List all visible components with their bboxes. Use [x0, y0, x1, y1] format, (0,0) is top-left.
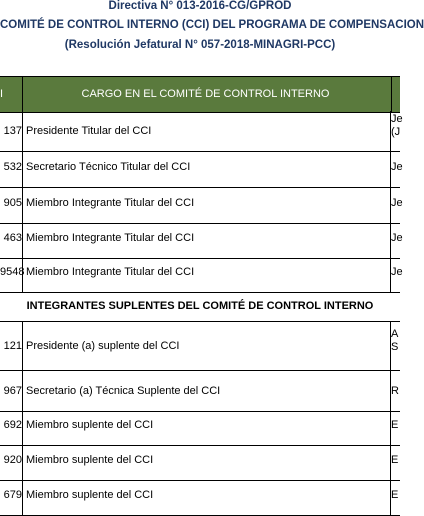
row-name — [390, 322, 401, 374]
suplentes-section-title: INTEGRANTES SUPLENTES DEL COMITÉ DE CONTROL INTERNO — [0, 291, 400, 322]
row-cargo: Miembro Integrante Titular del CCI — [26, 232, 195, 244]
row-number: 692 — [0, 405, 23, 445]
row-number: 905 — [0, 183, 23, 223]
row-cargo: Miembro suplente del CCI — [26, 454, 154, 466]
row-number: 121 — [0, 322, 23, 370]
row-cargo: Secretario (a) Técnica Suplente del CCI — [26, 385, 221, 397]
row-name-line2: S — [391, 341, 399, 353]
row-name-line1: Je — [391, 113, 403, 125]
table-row — [0, 475, 400, 516]
row-name: Je — [390, 218, 401, 258]
column-header-name — [391, 77, 401, 112]
row-number: 532 — [0, 147, 23, 187]
row-number: 920 — [0, 440, 23, 480]
column-header-index: I — [0, 77, 23, 112]
row-cargo: Miembro suplente del CCI — [26, 489, 154, 501]
table-row — [0, 147, 403, 188]
directive-title: Directiva N° 013-2016-CG/GPROD — [108, 0, 292, 12]
row-cargo: Miembro suplente del CCI — [26, 419, 154, 431]
row-name: Je — [390, 147, 401, 187]
row-name-line1: A — [391, 328, 399, 340]
row-number: 967 — [0, 371, 23, 411]
row-number: 137 — [0, 111, 23, 151]
table-row — [0, 252, 403, 293]
row-cargo: Presidente (a) suplente del CCI — [26, 340, 180, 352]
row-cargo: Miembro Integrante Titular del CCI — [26, 266, 195, 278]
row-name: Je — [390, 252, 401, 292]
row-name: E — [390, 475, 401, 515]
row-name: E — [390, 405, 401, 445]
row-cargo: Miembro Integrante Titular del CCI — [26, 197, 195, 209]
row-name: E — [390, 440, 401, 480]
column-header-cargo: CARGO EN EL COMITÉ DE CONTROL INTERNO — [81, 88, 330, 100]
row-number: 9548 — [0, 252, 23, 292]
table-row — [0, 111, 403, 152]
row-name: Je — [390, 183, 401, 223]
row-cargo: Presidente Titular del CCI — [26, 125, 152, 137]
committee-title: COMITÉ DE CONTROL INTERNO (CCI) DEL PROGRAMA DE COMPENSACION — [0, 19, 424, 31]
row-number: 463 — [0, 218, 23, 258]
row-name-line2: (J — [391, 126, 401, 138]
row-name: R — [390, 371, 401, 411]
table-header-row — [0, 76, 400, 113]
row-number: 679 — [0, 475, 23, 515]
row-cargo: Secretario Técnico Titular del CCI — [26, 161, 191, 173]
table-row — [0, 322, 400, 371]
resolution-subtitle: (Resolución Jefatural N° 057-2018-MINAGRI-PCC) — [64, 39, 336, 51]
